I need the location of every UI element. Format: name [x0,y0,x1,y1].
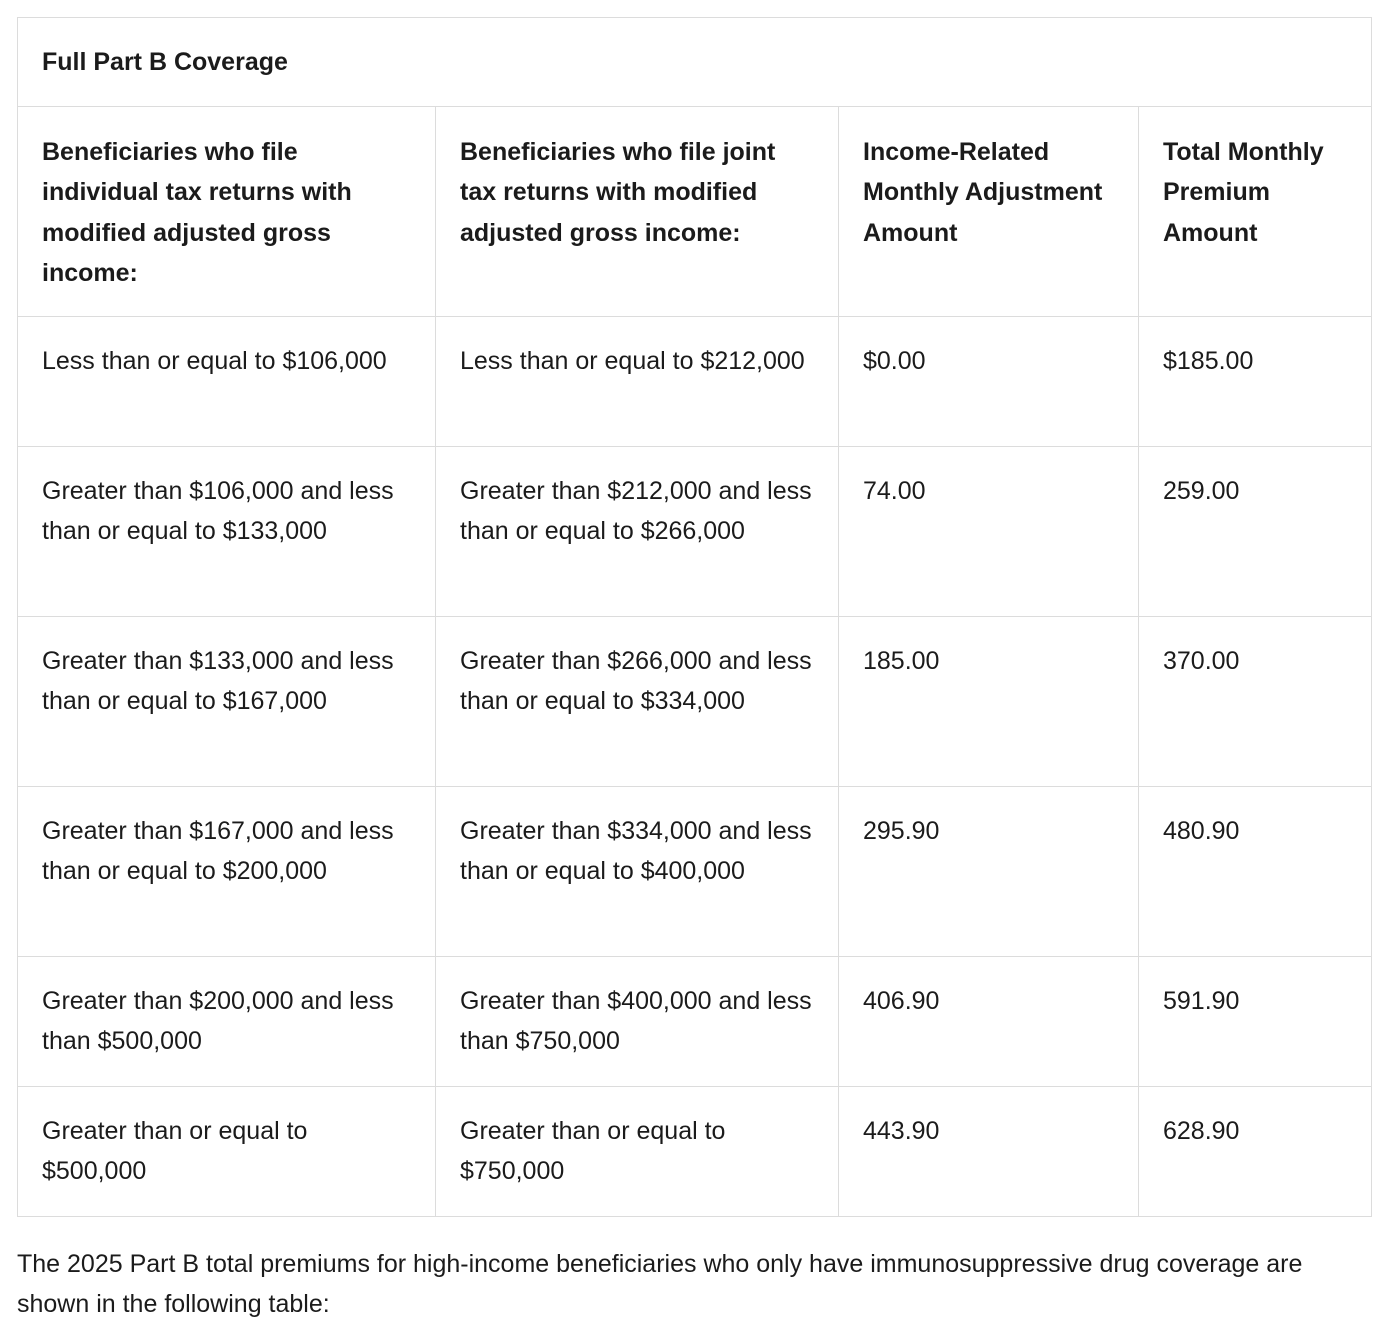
table-row [18,316,1372,446]
body-paragraph: The 2025 Part B total premiums for high-income beneficiaries who only have immunosuppressive drug coverage are shown in the following table: [17,1250,1303,1318]
cell-individual-income: Greater than $133,000 and less than or equal to $167,000 [18,616,436,786]
header-individual-income: Beneficiaries who file individual tax returns with modified adjusted gross income: [18,106,436,316]
table-header-row [18,106,1372,316]
cell-joint-income: Greater than $334,000 and less than or equal to $400,000 [436,786,839,956]
cell-joint-income: Greater than $266,000 and less than or equal to $334,000 [436,616,839,786]
premium-table-container [17,17,1371,1217]
cell-total-premium: 259.00 [1139,446,1372,616]
cell-adjustment-amount: 406.90 [839,956,1139,1086]
table-row [18,446,1372,616]
cell-total-premium: 480.90 [1139,786,1372,956]
cell-adjustment-amount: 74.00 [839,446,1139,616]
table-row [18,956,1372,1086]
header-joint-income: Beneficiaries who file joint tax returns with modified adjusted gross income: [436,106,839,316]
cell-joint-income: Less than or equal to $212,000 [436,316,839,446]
cell-adjustment-amount: 185.00 [839,616,1139,786]
table-caption-row [18,18,1372,107]
cell-joint-income: Greater than $400,000 and less than $750,000 [436,956,839,1086]
cell-adjustment-amount: $0.00 [839,316,1139,446]
table-row [18,786,1372,956]
cell-individual-income: Less than or equal to $106,000 [18,316,436,446]
table-row [18,1086,1372,1216]
cell-total-premium: 628.90 [1139,1086,1372,1216]
cell-adjustment-amount: 443.90 [839,1086,1139,1216]
cell-total-premium: 370.00 [1139,616,1372,786]
part-b-premium-table [17,17,1372,1217]
table-title: Full Part B Coverage [18,18,1372,107]
cell-total-premium: 591.90 [1139,956,1372,1086]
cell-individual-income: Greater than $106,000 and less than or equal to $133,000 [18,446,436,616]
cell-adjustment-amount: 295.90 [839,786,1139,956]
cell-joint-income: Greater than $212,000 and less than or equal to $266,000 [436,446,839,616]
table-row [18,616,1372,786]
header-total-premium: Total Monthly Premium Amount [1139,106,1372,316]
header-adjustment-amount: Income-Related Monthly Adjustment Amount [839,106,1139,316]
cell-individual-income: Greater than or equal to $500,000 [18,1086,436,1216]
cell-total-premium: $185.00 [1139,316,1372,446]
cell-individual-income: Greater than $167,000 and less than or equal to $200,000 [18,786,436,956]
cell-individual-income: Greater than $200,000 and less than $500,000 [18,956,436,1086]
cell-joint-income: Greater than or equal to $750,000 [436,1086,839,1216]
